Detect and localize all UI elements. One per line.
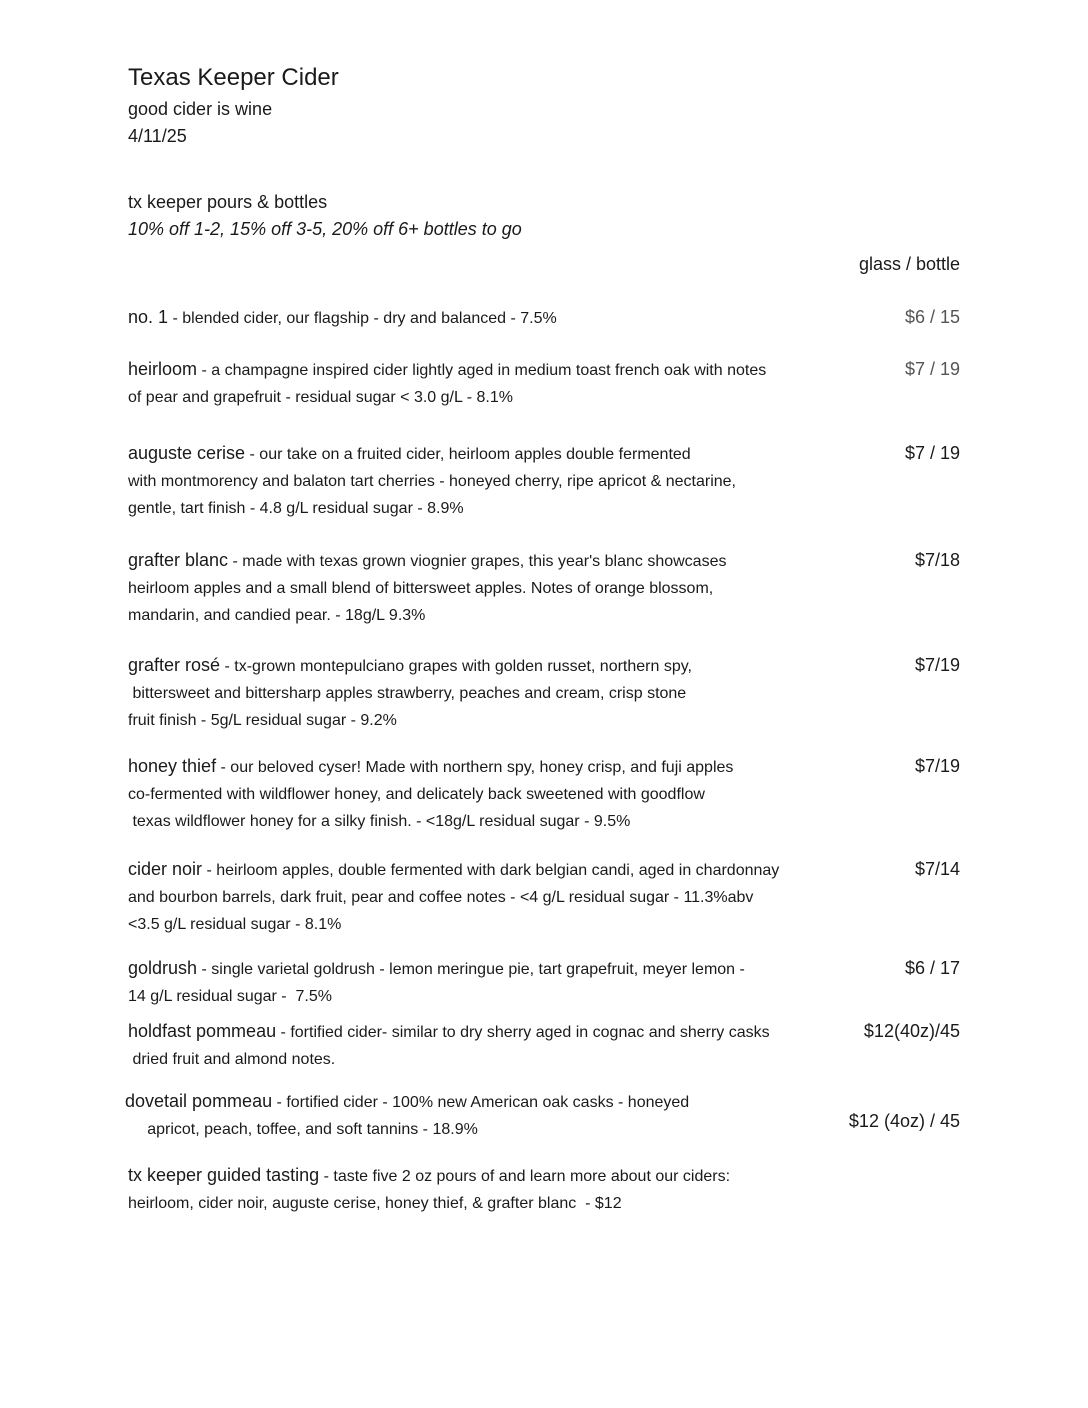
description-text: - our take on a fruited cider, heirloom apples double fermented [249,446,691,463]
description-line [128,707,868,734]
description-line [128,602,868,629]
description-text: dried fruit and almond notes. [128,1051,336,1068]
description-text: and bourbon barrels, dark fruit, pear and coffee notes - <4 g/L residual sugar - 11.3%abv [128,889,754,906]
menu-item-name: auguste cerise [128,443,246,463]
menu-item-description [128,955,868,1010]
description-line [128,547,868,575]
menu-item-price: $7 / 19 [904,443,960,463]
description-line [128,440,868,468]
discount-note: 10% off 1-2, 15% off 3-5, 20% off 6+ bottles to go [128,219,522,239]
menu-item-description [128,753,868,835]
description-line [128,753,868,781]
menu-item-name: holdfast pommeau [128,1021,277,1041]
description-text: texas wildflower honey for a silky finish. - <18g/L residual sugar - 9.5% [128,813,631,830]
description-text: with montmorency and balaton tart cherries - honeyed cherry, ripe apricot & nectarine, [128,473,736,490]
description-text: - single varietal goldrush - lemon meringue pie, tart grapefruit, meyer lemon - [201,961,745,978]
description-text: - fortified cider- similar to dry sherry aged in cognac and sherry casks [280,1024,770,1041]
description-text: apricot, peach, toffee, and soft tannins - 18.9% [125,1121,478,1138]
description-line [128,1190,868,1217]
description-line [125,1116,865,1143]
tagline: good cider is wine [128,99,273,119]
description-text: gentle, tart finish - 4.8 g/L residual sugar - 8.9% [128,500,464,517]
menu-item-name: no. 1 [128,307,169,327]
menu-item-description [128,652,868,734]
menu-item-price: $12(40z)/45 [863,1021,960,1041]
description-line [128,808,868,835]
description-text: co-fermented with wildflower honey, and delicately back sweetened with goodflow [128,786,705,803]
section-title: tx keeper pours & bottles [128,192,328,212]
description-line [128,856,868,884]
menu-item-name: cider noir [128,859,203,879]
menu-item-description [128,547,868,629]
menu-date: 4/11/25 [128,126,187,146]
description-line [128,495,868,522]
description-line [128,781,868,808]
menu-item-name: grafter blanc [128,550,229,570]
description-line [128,1162,868,1190]
menu-item-description [128,1162,868,1217]
menu-item-description [128,856,868,938]
menu-item-price: $6 / 15 [904,307,960,327]
description-line [128,911,868,938]
description-text: fruit finish - 5g/L residual sugar - 9.2% [128,712,397,729]
menu-item-description [128,440,868,522]
description-text: of pear and grapefruit - residual sugar < 3.0 g/L - 8.1% [128,389,513,406]
description-text: - a champagne inspired cider lightly aged in medium toast french oak with notes [201,362,767,379]
description-line [128,983,868,1010]
menu-title: Texas Keeper Cider [128,64,339,91]
price-column-header: glass / bottle [858,254,960,274]
description-line [128,356,868,384]
menu-item-name: honey thief [128,756,217,776]
menu-item-name: goldrush [128,958,198,978]
description-line [128,1018,868,1046]
description-text: - tx-grown montepulciano grapes with golden russet, northern spy, [224,658,692,675]
description-text: - blended cider, our flagship - dry and balanced - 7.5% [172,310,557,327]
menu-item-price: $7/18 [914,550,960,570]
menu-item-description [128,1018,868,1073]
menu-item-name: dovetail pommeau [125,1091,273,1111]
description-text: - our beloved cyser! Made with northern spy, honey crisp, and fuji apples [220,759,734,776]
description-line [128,1046,868,1073]
description-text: mandarin, and candied pear. - 18g/L 9.3% [128,607,426,624]
description-text: - heirloom apples, double fermented with dark belgian candi, aged in chardonnay [206,862,780,879]
description-text: heirloom apples and a small blend of bittersweet apples. Notes of orange blossom, [128,580,714,597]
menu-item-price: $6 / 17 [904,958,960,978]
description-text: - taste five 2 oz pours of and learn more about our ciders: [323,1168,731,1185]
description-line [125,1088,865,1116]
menu-item-name: tx keeper guided tasting [128,1165,320,1185]
menu-item-price: $7/19 [914,655,960,675]
description-text: 14 g/L residual sugar - 7.5% [128,988,332,1005]
description-line [128,575,868,602]
description-line [128,680,868,707]
description-line [128,384,868,411]
description-line [128,304,868,332]
menu-item-description [128,356,868,411]
menu-item-name: grafter rosé [128,655,221,675]
description-line [128,884,868,911]
description-text: - fortified cider - 100% new American oak casks - honeyed [276,1094,690,1111]
description-text: heirloom, cider noir, auguste cerise, honey thief, & grafter blanc - $12 [128,1195,622,1212]
menu-item-description [125,1088,865,1143]
menu-item-price: $7 / 19 [904,359,960,379]
description-text: bittersweet and bittersharp apples strawberry, peaches and cream, crisp stone [128,685,687,702]
description-line [128,652,868,680]
menu-item-description [128,304,868,332]
description-text: <3.5 g/L residual sugar - 8.1% [128,916,342,933]
description-line [128,468,868,495]
description-line [128,955,868,983]
menu-item-price: $12 (4oz) / 45 [848,1111,960,1131]
description-text: - made with texas grown viognier grapes, this year's blanc showcases [232,553,727,570]
menu-item-price: $7/19 [914,756,960,776]
menu-item-name: heirloom [128,359,198,379]
menu-item-price: $7/14 [914,859,960,879]
